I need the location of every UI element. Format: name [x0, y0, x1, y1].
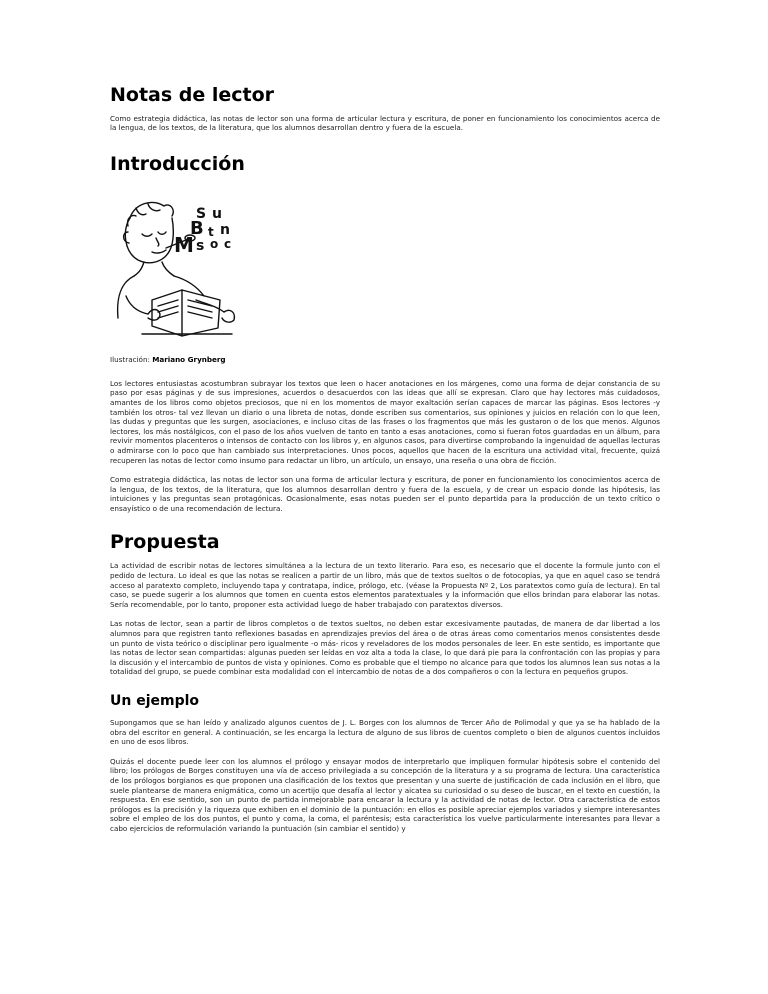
propuesta-paragraph-1: La actividad de escribir notas de lectores simultánea a la lectura de un texto literario. Para eso, es necesario que el docente la formule junto con el pedido de lectura. Lo ideal es que las notas se realicen a partir de un libro, más que de textos sueltos o de fotocopias, ya que en aquel caso se tendrá acceso al paratexto completo, incluyendo tapa y contratapa, índice, prólogo, etc. (véase la Propuesta Nº 2, Los paratextos como guía de lectura). En tal caso, se puede sugerir a los alumnos que tomen en cuenta estos elementos paratextuales y la información que ellos brindan para elaborar las notas. Sería recomendable, por lo tanto, proponer esta actividad luego de haber trabajado con paratextos diversos. — [110, 561, 660, 609]
caption-author: Mariano Grynberg — [152, 354, 226, 364]
intro-paragraph: Como estrategia didáctica, las notas de lector son una forma de articular lectura y escritura, de poner en funcionamiento los conocimientos acerca de la lengua, de los textos, de la literatura, que los alumnos desarrollan dentro y fuera de la escuela. — [110, 113, 660, 133]
letter-s: S — [196, 205, 207, 222]
letter-c: c — [224, 236, 232, 251]
caption-label: Ilustración: — [110, 354, 153, 364]
introduccion-paragraph-2: Como estrategia didáctica, las notas de lector son una forma de articular lectura y escritura, de poner en funcionamiento los conocimientos acerca de la lengua, de los textos, de la literatura, que los alumnos desarrollan dentro y fuera de la escuela, y de crear un espacio donde las hipótesis, las intuiciones y las preguntas sean protagónicas. Ocasionalmente, esas notas pueden ser el punto departida para la producción de un texto crítico o ensayístico o de una recomendación de lectura. — [110, 475, 660, 513]
letter-s2: s — [196, 237, 205, 254]
page-title: Notas de lector — [110, 84, 275, 106]
letter-o: o — [210, 236, 219, 251]
document-body — [110, 85, 660, 834]
section-heading-un-ejemplo: Un ejemplo — [110, 692, 200, 709]
ejemplo-paragraph-2: Quizás el docente puede leer con los alumnos el prólogo y ensayar modos de interpretarlo que impliquen formular hipótesis sobre el contenido del libro; los prólogos de Borges constituyen una vía de acceso privilegiada a su concepción de la literatura y a su programa de lectura. Una característica de los prólogos borgianos es que proponen una clasificación de los textos que presentan y una suerte de justificación de cada inclusión en el libro, que suele plantearse de manera enigmática, como un acertijo que desafía al lector y aicatea su curiosidad o su deseo de buscar, en el texto en cuestión, la respuesta. En ese sentido, son un punto de partida inmejorable para encarar la lectura y la actividad de notas de lector. Otra característica de estos prólogos es la precisión y la riqueza que exhiben en el dominio de la puntuación: en ellos es posible apreciar ejemplos variados y siempre interesantes sobre el empleo de los dos puntos, el punto y coma, la coma, el paréntesis; esta característica los vuelve particularmente interesantes para llevar a cabo ejercicios de reformulación variando la puntuación (sin cambiar el sentido) y — [110, 756, 660, 833]
section-heading-introduccion: Introducción — [110, 153, 245, 176]
illustration-caption — [110, 355, 660, 364]
letter-u: u — [212, 205, 222, 222]
reader-illustration — [112, 196, 252, 338]
ejemplo-paragraph-1: Supongamos que se han leído y analizado algunos cuentos de J. L. Borges con los alumnos de Tercer Año de Polimodal y que ya se ha hablado de la obra del escritor en general. A continuación, se les encarga la lectura de alguno de sus libros de cuentos completo o bien de algunos cuentos incluidos en uno de esos libros. — [110, 718, 660, 747]
section-heading-propuesta: Propuesta — [110, 530, 220, 553]
reader-drawing — [112, 196, 252, 338]
letter-n: n — [220, 221, 230, 238]
propuesta-paragraph-2: Las notas de lector, sean a partir de libros completos o de textos sueltos, no deben estar excesivamente pautadas, de manera de dar libertad a los alumnos para que registren tanto reflexiones basadas en aprendizajes previos del área o de otras áreas como comentarios menos consistentes desde un punto de vista teórico o disciplinar pero igualmente -o más- ricos y reveladores de los modos personales de leer. En este sentido, es importante que las notas de lector sean compartidas: algunas pueden ser leídas en voz alta a toda la clase, lo que dará pie para la confrontación con las propias y para la discusión y el intercambio de puntos de vista y opiniones. Como es probable que el tiempo no alcance para que todos los alumnos lean sus notas a la totalidad del grupo, se puede combinar esta modalidad con el intercambio de notas de a dos compañeros o con la lectura en pequeños grupos. — [110, 619, 660, 677]
letter-m: M — [174, 232, 194, 257]
letter-t: t — [208, 224, 214, 239]
introduccion-paragraph-1: Los lectores entusiastas acostumbran subrayar los textos que leen o hacer anotaciones en los márgenes, como una forma de dejar constancia de su paso por esas páginas y de sus impresiones, acuerdos o desacuerdos con las ideas que allí se expresan. Claro que hay lectores más cuidadosos, amantes de los libros como objetos preciosos, que ni en los momentos de mayor exaltación serían capaces de marcar las páginas. Esos lectores -y también los otros- tal vez llevan un diario o una libreta de notas, donde escriben sus comentarios, sus opiniones y juicios en relación con lo que leen, las dudas y preguntas que les surgen, asociaciones, e incluso citas de las frases o los fragmentos que más les gustaron o de los que menos. Algunos lectores, los más nostálgicos, con el paso de los años vuelven de tanto en tanto a esas anotaciones, como si fueran fotos guardadas en un álbum, para revivir momentos placenteros o intensos de contacto con los libros y, en algunos casos, para divertirse comprobando la ingenuidad de aquellas lecturas o admirarse con lo poco que han cambiado sus interpretaciones. Unos pocos, aquellos que hacen de la escritura una actividad vital, frecuente, quizá recuperen las notas de lector como insumo para redactar un libro, un artículo, un ensayo, una reseña o una obra de ficción. — [110, 378, 660, 465]
letter-b: B — [190, 217, 204, 239]
